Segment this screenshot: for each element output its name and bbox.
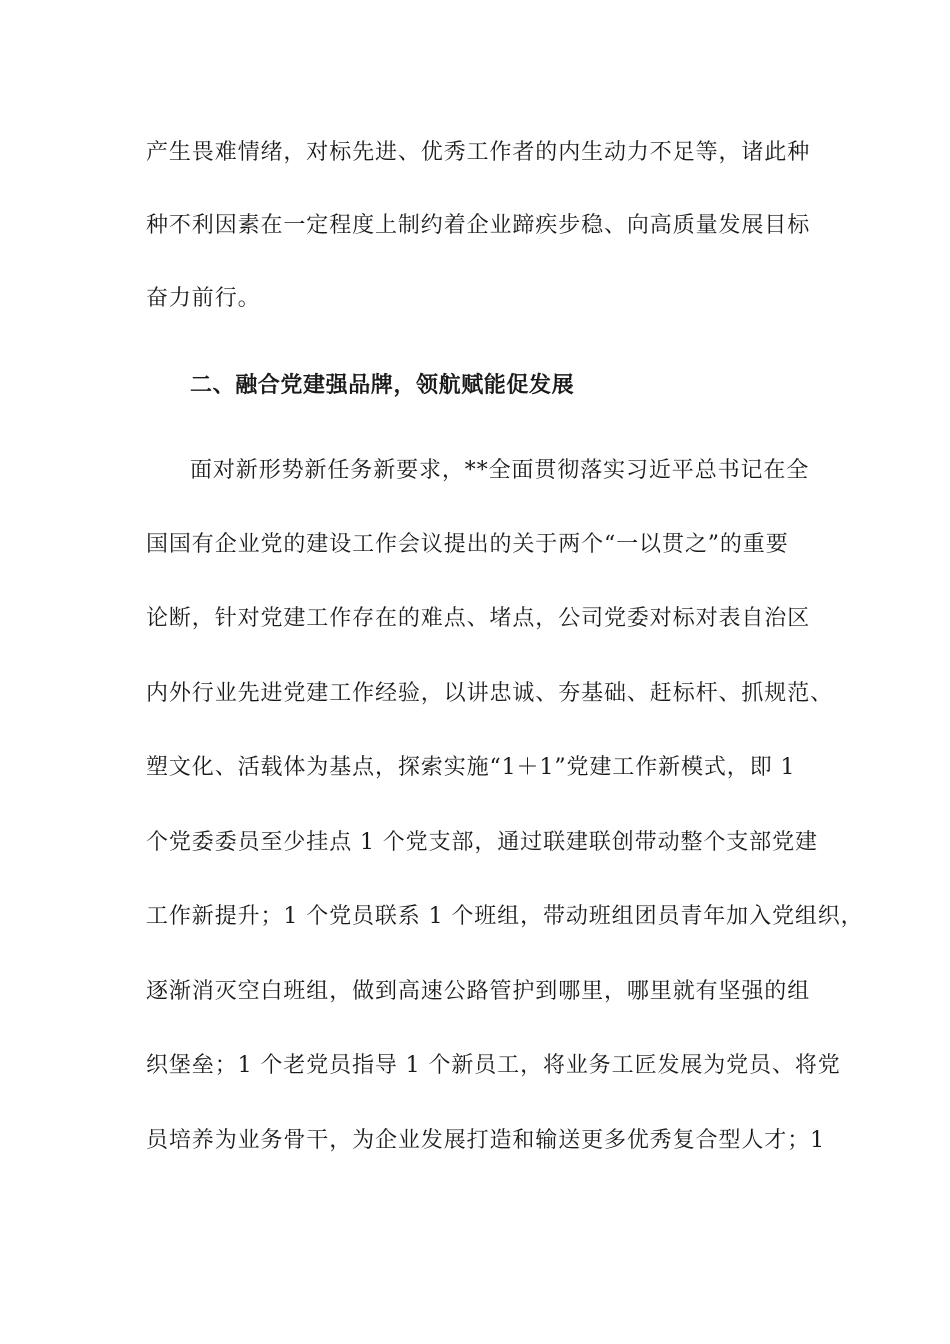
text-line: 面对新形势新任务新要求，**全面贯彻落实习近平总书记在全 [190, 458, 810, 483]
text-line: 个党委委员至少挂点 1 个党支部，通过联建联创带动整个支部党建 [146, 830, 818, 855]
text-line: 种不利因素在一定程度上制约着企业蹄疾步稳、向高质量发展目标 [146, 213, 811, 238]
text-line: 论断，针对党建工作存在的难点、堵点，公司党委对标对表自治区 [146, 606, 811, 631]
text-line: 内外行业先进党建工作经验，以讲忠诚、夯基础、赶标杆、抓规范、 [146, 681, 834, 706]
section-heading: 二、融合党建强品牌，领航赋能促发展 [190, 373, 575, 398]
text-line: 产生畏难情绪，对标先进、优秀工作者的内生动力不足等，诸此种 [146, 140, 811, 165]
text-line: 奋力前行。 [146, 286, 261, 311]
text-line: 塑文化、活载体为基点，探索实施“1＋1”党建工作新模式，即 1 [146, 755, 796, 780]
text-line: 织堡垒；1 个老党员指导 1 个新员工，将业务工匠发展为党员、将党 [146, 1053, 841, 1078]
text-line: 国国有企业党的建设工作会议提出的关于两个“一以贯之”的重要 [146, 532, 789, 557]
text-line: 员培养为业务骨干，为企业发展打造和输送更多优秀复合型人才；1 [146, 1128, 825, 1153]
text-line: 工作新提升；1 个党员联系 1 个班组，带动班组团员青年加入党组织， [146, 904, 864, 929]
text-line: 逐渐消灭空白班组，做到高速公路管护到哪里，哪里就有坚强的组 [146, 979, 811, 1004]
